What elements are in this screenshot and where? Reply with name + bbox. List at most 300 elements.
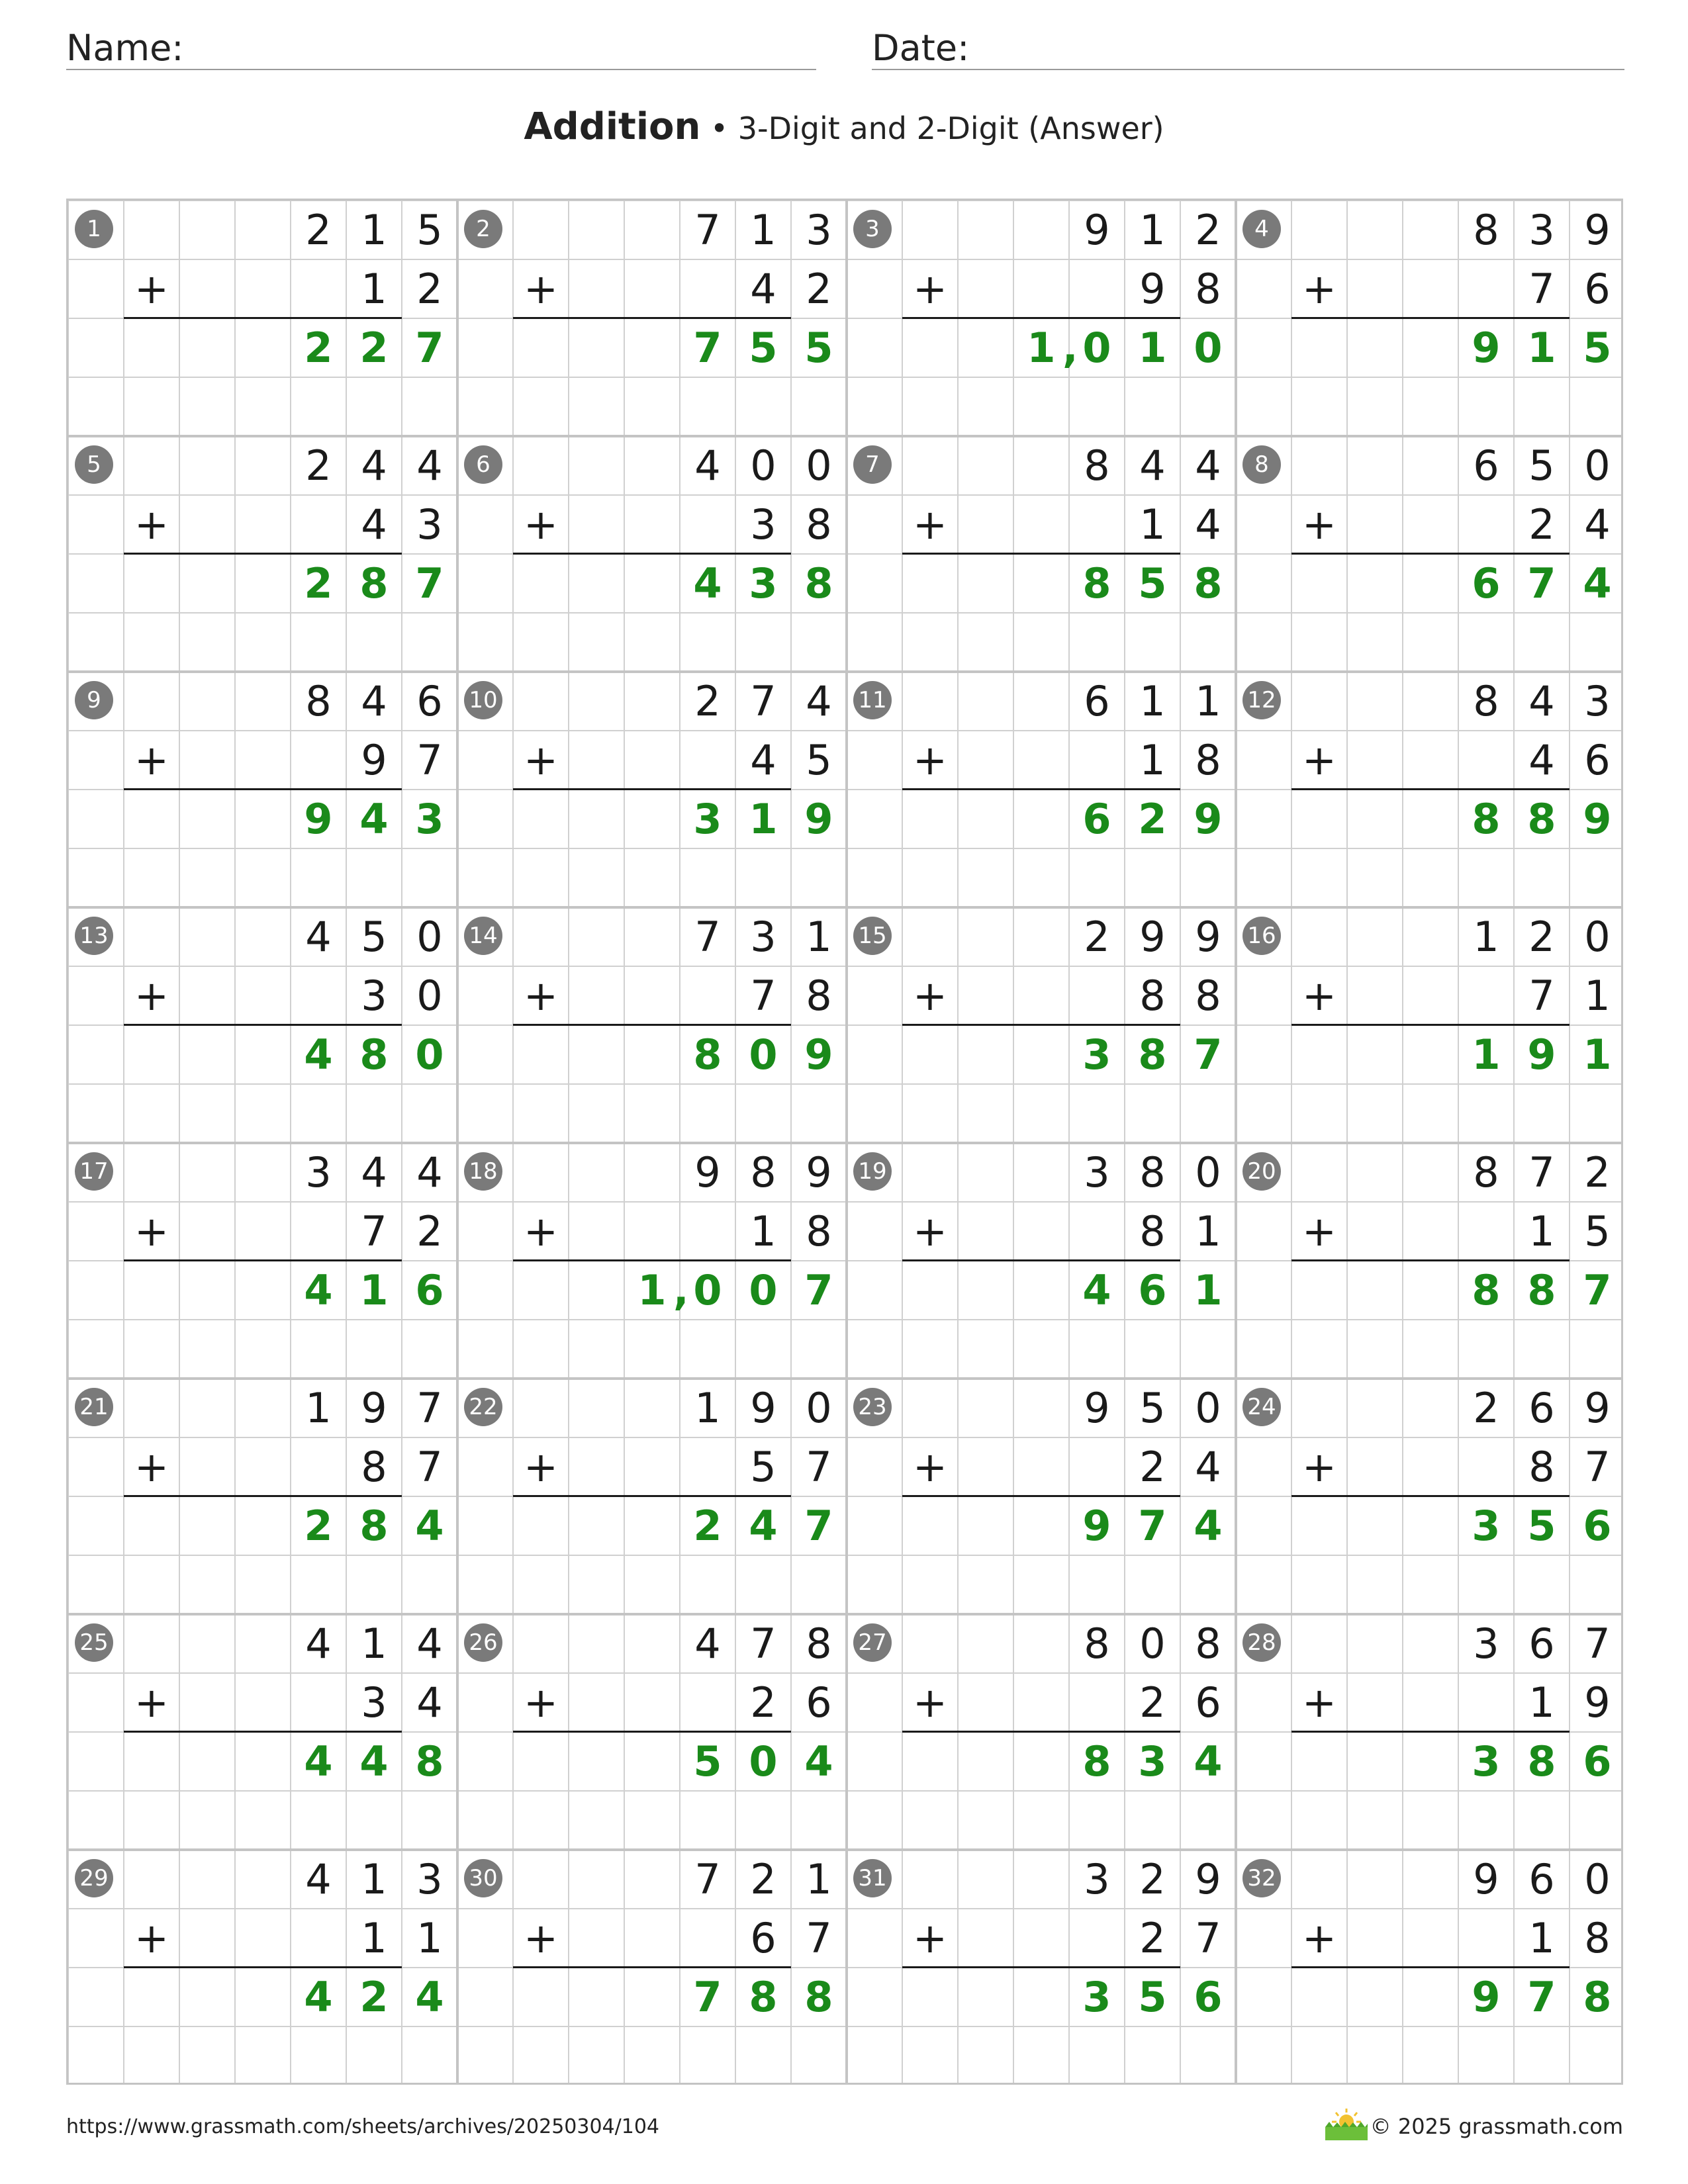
addend-2-digit: 1: [1584, 972, 1611, 1020]
addend-1-digit: 3: [305, 1148, 332, 1197]
problem-6: [457, 436, 847, 672]
answer-digit: 9: [804, 795, 833, 843]
answer-digit: 1: [749, 795, 778, 843]
addend-2-digit: 7: [806, 1914, 832, 1962]
addend-2-digit: 6: [806, 1678, 832, 1727]
addend-2-digit: 1: [1139, 736, 1166, 784]
addend-2-digit: 8: [1195, 736, 1221, 784]
grassmath-logo-icon: [1321, 2106, 1372, 2142]
answer-digit: 4: [415, 1502, 444, 1550]
addend-2-digit: 5: [1584, 1207, 1611, 1255]
answer-digit: 8: [1583, 1973, 1612, 2021]
problem-28: [1236, 1614, 1623, 1850]
answer-digit: 6: [1583, 1502, 1612, 1550]
addend-2-digit: 9: [1584, 1678, 1611, 1727]
addend-1-digit: 7: [1584, 1619, 1611, 1668]
answer-digit: 4: [804, 1737, 833, 1786]
addend-1-digit: 9: [1084, 206, 1110, 254]
addend-2-digit: 8: [1528, 1443, 1555, 1491]
answer-digit: 4: [693, 559, 722, 608]
addend-1-digit: 4: [361, 677, 387, 725]
answer-digit: 9: [1472, 1973, 1501, 2021]
plus-sign: +: [913, 972, 947, 1020]
addend-1-digit: 4: [416, 441, 443, 490]
addend-1-digit: 1: [694, 1384, 721, 1432]
addend-1-digit: 9: [1195, 1855, 1221, 1903]
addend-1-digit: 9: [1139, 913, 1166, 961]
answer-digit: 0: [749, 1030, 778, 1079]
addend-1-digit: 4: [305, 1619, 332, 1668]
answer-digit: 4: [359, 1737, 389, 1786]
answer-digit: 5: [1138, 1973, 1167, 2021]
problem-number-badge: 21: [75, 1388, 113, 1426]
answer-digit: 8: [804, 559, 833, 608]
addend-1-digit: 6: [1084, 677, 1110, 725]
addend-1-digit: 4: [305, 1855, 332, 1903]
addend-2-digit: 4: [750, 265, 776, 313]
answer-digit: 8: [359, 1502, 389, 1550]
addend-1-digit: 5: [1528, 441, 1555, 490]
name-field[interactable]: [66, 24, 816, 70]
plus-sign: +: [1302, 1207, 1336, 1255]
addend-1-digit: 3: [1473, 1619, 1499, 1668]
answer-digit: 4: [304, 1973, 333, 2021]
addend-2-digit: 7: [361, 1207, 387, 1255]
problem-10: [457, 672, 847, 907]
problem-number-badge: 22: [464, 1388, 502, 1426]
problem-number-badge: 15: [853, 917, 892, 955]
addend-1-digit: 0: [806, 1384, 832, 1432]
problem-19: [847, 1143, 1236, 1379]
addend-2-digit: 3: [361, 972, 387, 1020]
plus-sign: +: [913, 736, 947, 784]
problem-number-badge: 27: [853, 1623, 892, 1662]
problem-number-badge: 31: [853, 1859, 892, 1897]
answer-digit: 9: [804, 1030, 833, 1079]
addend-1-digit: 4: [1139, 441, 1166, 490]
answer-digit: 1: [1194, 1266, 1223, 1314]
addend-2-digit: 2: [416, 265, 443, 313]
addend-2-digit: 7: [416, 1443, 443, 1491]
plus-sign: +: [134, 1443, 169, 1491]
problem-9: [68, 672, 457, 907]
problem-number-badge: 2: [464, 210, 502, 248]
addend-1-digit: 5: [1139, 1384, 1166, 1432]
answer-digit: 7: [1527, 1973, 1556, 2021]
problem-number-badge: 6: [464, 445, 502, 484]
answer-digit: 0: [749, 1737, 778, 1786]
problem-number-badge: 12: [1243, 681, 1281, 719]
addend-2-digit: 4: [1584, 500, 1611, 549]
problem-number-badge: 9: [75, 681, 113, 719]
problem-number-badge: 10: [464, 681, 502, 719]
problem-30: [457, 1850, 847, 2085]
answer-digit: 1: [1583, 1030, 1612, 1079]
addend-2-digit: 4: [750, 736, 776, 784]
addend-1-digit: 6: [1528, 1855, 1555, 1903]
answer-digit: 0: [749, 1266, 778, 1314]
plus-sign: +: [134, 1207, 169, 1255]
addend-1-digit: 9: [806, 1148, 832, 1197]
answer-digit: 3: [1472, 1737, 1501, 1786]
answer-digit: 7: [693, 324, 722, 372]
answer-digit: 2: [359, 1973, 389, 2021]
plus-sign: +: [524, 1678, 558, 1727]
plus-sign: +: [1302, 1443, 1336, 1491]
addend-2-digit: 4: [1528, 736, 1555, 784]
answer-digit: 8: [1082, 559, 1111, 608]
problem-21: [68, 1379, 457, 1614]
addend-1-digit: 8: [1195, 1619, 1221, 1668]
answer-digit: 7: [1138, 1502, 1167, 1550]
problem-2: [457, 201, 847, 436]
problem-5: [68, 436, 457, 672]
addend-2-digit: 8: [361, 1443, 387, 1491]
answer-comma: ,: [1062, 324, 1078, 372]
addend-2-digit: 1: [1195, 1207, 1221, 1255]
addend-1-digit: 1: [1139, 206, 1166, 254]
answer-digit: 4: [359, 795, 389, 843]
addend-2-digit: 3: [750, 500, 776, 549]
title-subtitle: • 3-Digit and 2-Digit (Answer): [710, 111, 1164, 146]
addend-1-digit: 9: [750, 1384, 776, 1432]
addend-1-digit: 3: [1584, 677, 1611, 725]
answer-digit: 9: [1583, 795, 1612, 843]
addend-2-digit: 6: [1584, 265, 1611, 313]
addend-1-digit: 0: [750, 441, 776, 490]
addend-2-digit: 9: [1139, 265, 1166, 313]
problem-32: [1236, 1850, 1623, 2085]
footer-copyright: © 2025 grassmath.com: [1370, 2114, 1623, 2139]
answer-digit: 4: [304, 1266, 333, 1314]
addend-1-digit: 7: [694, 1855, 721, 1903]
problem-number-badge: 28: [1243, 1623, 1281, 1662]
addend-2-digit: 4: [416, 1678, 443, 1727]
answer-digit: 3: [1138, 1737, 1167, 1786]
addend-1-digit: 4: [806, 677, 832, 725]
problem-number-badge: 1: [75, 210, 113, 248]
answer-digit: 6: [1138, 1266, 1167, 1314]
answer-digit: 4: [1194, 1502, 1223, 1550]
addend-2-digit: 7: [806, 1443, 832, 1491]
addend-2-digit: 8: [806, 500, 832, 549]
addend-2-digit: 8: [806, 972, 832, 1020]
problem-number-badge: 13: [75, 917, 113, 955]
problem-17: [68, 1143, 457, 1379]
plus-sign: +: [913, 1207, 947, 1255]
addend-1-digit: 9: [1084, 1384, 1110, 1432]
answer-digit: 0: [1082, 324, 1111, 372]
answer-digit: 6: [415, 1266, 444, 1314]
addend-1-digit: 8: [750, 1148, 776, 1197]
problem-number-badge: 7: [853, 445, 892, 484]
addend-1-digit: 7: [750, 1619, 776, 1668]
addend-2-digit: 6: [1584, 736, 1611, 784]
answer-digit: 2: [693, 1502, 722, 1550]
answer-digit: 2: [304, 559, 333, 608]
problem-number-badge: 32: [1243, 1859, 1281, 1897]
name-label: Name:: [66, 27, 184, 69]
plus-sign: +: [913, 1914, 947, 1962]
addend-1-digit: 7: [694, 913, 721, 961]
problem-number-badge: 4: [1243, 210, 1281, 248]
answer-digit: 5: [1138, 559, 1167, 608]
plus-sign: +: [134, 736, 169, 784]
addend-1-digit: 4: [1528, 677, 1555, 725]
problem-4: [1236, 201, 1623, 436]
problem-18: [457, 1143, 847, 1379]
plus-sign: +: [134, 1914, 169, 1962]
addend-1-digit: 1: [1139, 677, 1166, 725]
addend-1-digit: 1: [361, 206, 387, 254]
addend-1-digit: 2: [1195, 206, 1221, 254]
problem-14: [457, 907, 847, 1143]
answer-digit: 7: [415, 324, 444, 372]
answer-digit: 9: [1472, 324, 1501, 372]
addend-1-digit: 0: [1195, 1384, 1221, 1432]
addend-1-digit: 6: [416, 677, 443, 725]
addend-2-digit: 2: [1139, 1443, 1166, 1491]
plus-sign: +: [524, 1443, 558, 1491]
addend-1-digit: 3: [750, 913, 776, 961]
addend-2-digit: 7: [1584, 1443, 1611, 1491]
plus-sign: +: [913, 265, 947, 313]
problem-3: [847, 201, 1236, 436]
addend-2-digit: 4: [361, 500, 387, 549]
answer-digit: 1: [1472, 1030, 1501, 1079]
addend-1-digit: 4: [305, 913, 332, 961]
addend-2-digit: 2: [1528, 500, 1555, 549]
addend-2-digit: 2: [806, 265, 832, 313]
answer-digit: 3: [1082, 1973, 1111, 2021]
addend-2-digit: 5: [806, 736, 832, 784]
addend-1-digit: 8: [1473, 1148, 1499, 1197]
addend-1-digit: 1: [361, 1619, 387, 1668]
addend-2-digit: 7: [750, 972, 776, 1020]
answer-digit: 6: [1583, 1737, 1612, 1786]
addend-1-digit: 2: [1528, 913, 1555, 961]
addend-1-digit: 0: [416, 913, 443, 961]
addend-2-digit: 4: [1195, 1443, 1221, 1491]
problem-number-badge: 3: [853, 210, 892, 248]
answer-digit: 8: [1527, 1266, 1556, 1314]
plus-sign: +: [524, 972, 558, 1020]
problem-8: [1236, 436, 1623, 672]
addend-1-digit: 2: [1084, 913, 1110, 961]
addend-2-digit: 1: [750, 1207, 776, 1255]
plus-sign: +: [1302, 265, 1336, 313]
problem-number-badge: 24: [1243, 1388, 1281, 1426]
answer-digit: 3: [1082, 1030, 1111, 1079]
addend-1-digit: 7: [1528, 1148, 1555, 1197]
addend-1-digit: 7: [694, 206, 721, 254]
plus-sign: +: [134, 1678, 169, 1727]
answer-digit: 7: [1527, 559, 1556, 608]
addend-1-digit: 6: [1528, 1384, 1555, 1432]
addend-2-digit: 8: [1139, 1207, 1166, 1255]
answer-digit: 7: [804, 1502, 833, 1550]
addend-1-digit: 8: [305, 677, 332, 725]
plus-sign: +: [524, 265, 558, 313]
addend-1-digit: 9: [694, 1148, 721, 1197]
answer-digit: 1: [1027, 324, 1056, 372]
answer-digit: 4: [1583, 559, 1612, 608]
answer-digit: 1: [359, 1266, 389, 1314]
addend-2-digit: 7: [416, 736, 443, 784]
problem-22: [457, 1379, 847, 1614]
problem-15: [847, 907, 1236, 1143]
plus-sign: +: [524, 1207, 558, 1255]
addend-1-digit: 2: [305, 441, 332, 490]
addend-1-digit: 4: [694, 1619, 721, 1668]
addend-1-digit: 3: [1084, 1855, 1110, 1903]
answer-digit: 8: [359, 559, 389, 608]
addend-1-digit: 7: [416, 1384, 443, 1432]
addend-1-digit: 4: [361, 441, 387, 490]
addend-2-digit: 2: [1139, 1678, 1166, 1727]
addend-2-digit: 8: [1139, 972, 1166, 1020]
addend-2-digit: 1: [361, 1914, 387, 1962]
worksheet-title: [0, 105, 1688, 149]
plus-sign: +: [524, 736, 558, 784]
answer-digit: 5: [749, 324, 778, 372]
problem-24: [1236, 1379, 1623, 1614]
plus-sign: +: [1302, 972, 1336, 1020]
addend-2-digit: 4: [1195, 500, 1221, 549]
answer-digit: 9: [1082, 1502, 1111, 1550]
addend-1-digit: 0: [1584, 1855, 1611, 1903]
addend-2-digit: 7: [1195, 1914, 1221, 1962]
addend-1-digit: 5: [361, 913, 387, 961]
answer-digit: 4: [1082, 1266, 1111, 1314]
problem-number-badge: 16: [1243, 917, 1281, 955]
date-field[interactable]: [872, 24, 1624, 70]
problem-number-badge: 25: [75, 1623, 113, 1662]
answer-digit: 7: [804, 1266, 833, 1314]
addend-1-digit: 8: [1139, 1148, 1166, 1197]
addend-1-digit: 3: [416, 1855, 443, 1903]
problem-16: [1236, 907, 1623, 1143]
addend-2-digit: 7: [1528, 972, 1555, 1020]
addend-2-digit: 3: [416, 500, 443, 549]
answer-digit: 8: [1527, 1737, 1556, 1786]
answer-digit: 9: [304, 795, 333, 843]
answer-digit: 8: [1472, 1266, 1501, 1314]
answer-digit: 4: [1194, 1737, 1223, 1786]
answer-digit: 8: [1138, 1030, 1167, 1079]
problem-number-badge: 23: [853, 1388, 892, 1426]
answer-digit: 6: [1082, 795, 1111, 843]
addend-1-digit: 8: [1084, 1619, 1110, 1668]
answer-digit: 5: [1527, 1502, 1556, 1550]
answer-digit: 4: [749, 1502, 778, 1550]
problem-1: [68, 201, 457, 436]
addend-2-digit: 1: [416, 1914, 443, 1962]
answer-digit: 8: [1082, 1737, 1111, 1786]
answer-digit: 8: [415, 1737, 444, 1786]
addend-1-digit: 2: [694, 677, 721, 725]
answer-digit: 7: [415, 559, 444, 608]
answer-digit: 2: [359, 324, 389, 372]
addend-1-digit: 4: [694, 441, 721, 490]
addend-1-digit: 1: [806, 913, 832, 961]
addend-1-digit: 8: [1473, 206, 1499, 254]
addend-1-digit: 1: [1473, 913, 1499, 961]
problem-number-badge: 14: [464, 917, 502, 955]
answer-digit: 5: [804, 324, 833, 372]
problem-7: [847, 436, 1236, 672]
addend-1-digit: 6: [1528, 1619, 1555, 1668]
problem-grid: [66, 199, 1623, 2085]
addend-2-digit: 3: [361, 1678, 387, 1727]
problem-number-badge: 8: [1243, 445, 1281, 484]
answer-digit: 2: [1138, 795, 1167, 843]
addend-2-digit: 5: [750, 1443, 776, 1491]
plus-sign: +: [913, 1443, 947, 1491]
answer-digit: 8: [1527, 795, 1556, 843]
answer-digit: 8: [359, 1030, 389, 1079]
plus-sign: +: [134, 500, 169, 549]
problem-number-badge: 30: [464, 1859, 502, 1897]
answer-comma: ,: [673, 1266, 689, 1314]
answer-digit: 4: [415, 1973, 444, 2021]
plus-sign: +: [913, 1678, 947, 1727]
answer-digit: 9: [1194, 795, 1223, 843]
addend-2-digit: 6: [1195, 1678, 1221, 1727]
addend-1-digit: 4: [1195, 441, 1221, 490]
addend-2-digit: 9: [361, 736, 387, 784]
plus-sign: +: [1302, 1914, 1336, 1962]
answer-digit: 5: [1583, 324, 1612, 372]
title-main: Addition: [524, 105, 701, 148]
addend-1-digit: 9: [1584, 1384, 1611, 1432]
problem-31: [847, 1850, 1236, 2085]
problem-26: [457, 1614, 847, 1850]
problem-number-badge: 11: [853, 681, 892, 719]
problem-25: [68, 1614, 457, 1850]
problem-number-badge: 26: [464, 1623, 502, 1662]
addend-2-digit: 6: [750, 1914, 776, 1962]
addend-2-digit: 1: [1528, 1678, 1555, 1727]
answer-digit: 8: [804, 1973, 833, 2021]
addend-2-digit: 2: [416, 1207, 443, 1255]
problem-number-badge: 19: [853, 1152, 892, 1191]
problem-20: [1236, 1143, 1623, 1379]
addend-1-digit: 3: [806, 206, 832, 254]
addend-1-digit: 3: [1528, 206, 1555, 254]
answer-digit: 6: [1194, 1973, 1223, 2021]
addend-2-digit: 1: [1528, 1207, 1555, 1255]
addend-2-digit: 8: [1584, 1914, 1611, 1962]
addend-1-digit: 6: [1473, 441, 1499, 490]
addend-1-digit: 9: [1584, 206, 1611, 254]
problem-number-badge: 5: [75, 445, 113, 484]
answer-digit: 0: [415, 1030, 444, 1079]
addend-2-digit: 8: [806, 1207, 832, 1255]
problem-number-badge: 29: [75, 1859, 113, 1897]
answer-digit: 9: [1527, 1030, 1556, 1079]
addend-1-digit: 0: [1584, 913, 1611, 961]
addend-1-digit: 9: [361, 1384, 387, 1432]
addend-1-digit: 4: [416, 1619, 443, 1668]
problem-12: [1236, 672, 1623, 907]
answer-digit: 2: [304, 1502, 333, 1550]
addend-1-digit: 1: [305, 1384, 332, 1432]
plus-sign: +: [524, 1914, 558, 1962]
addend-1-digit: 1: [361, 1855, 387, 1903]
addend-1-digit: 2: [305, 206, 332, 254]
problem-number-badge: 18: [464, 1152, 502, 1191]
